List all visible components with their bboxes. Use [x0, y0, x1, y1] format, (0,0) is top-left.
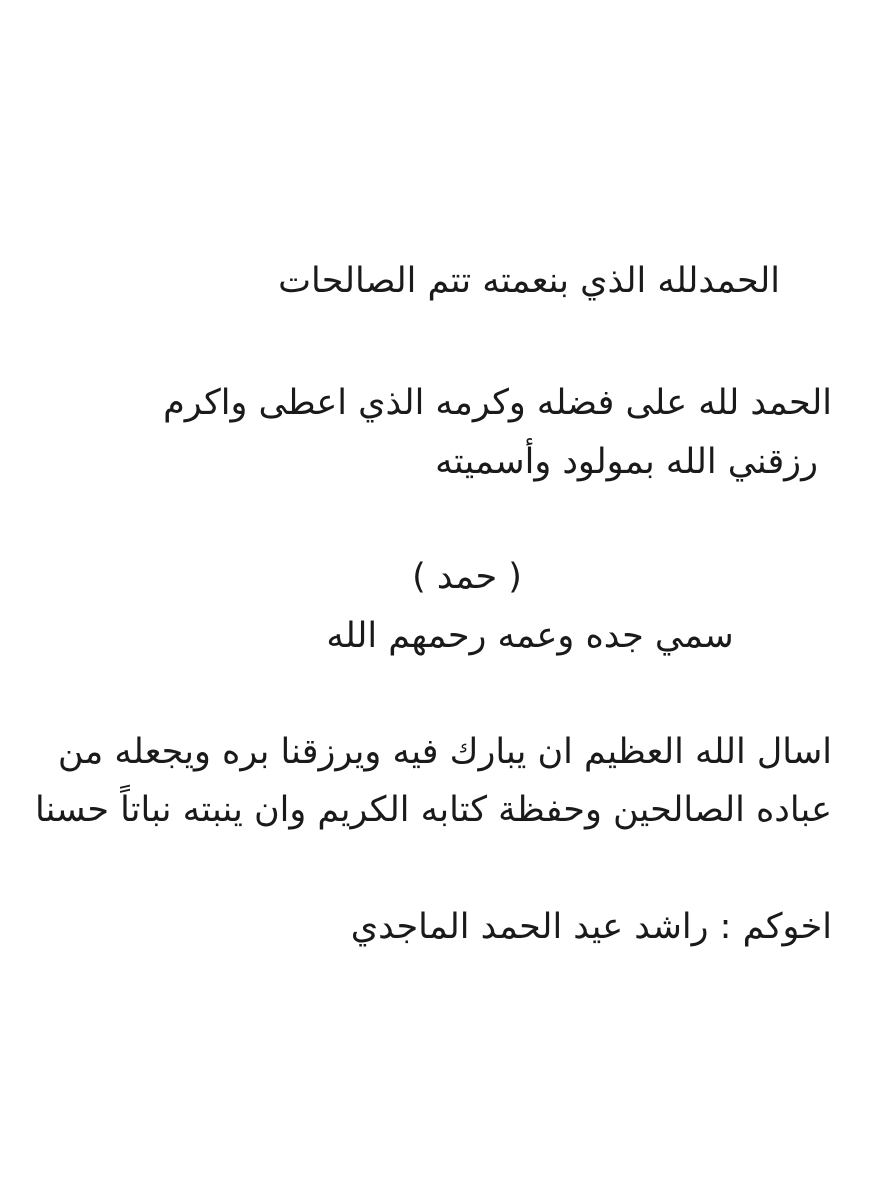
name-line: ( حمد )	[412, 557, 522, 597]
heading-line: الحمدلله الذي بنعمته تتم الصالحات	[278, 261, 780, 301]
paragraph2-line2: عباده الصالحين وحفظة كتابه الكريم وان ينبته نباتاً حسنا	[34, 790, 832, 830]
paragraph1-line2: رزقني الله بمولود وأسميته	[435, 442, 818, 482]
name-note-line: سمي جده وعمه رحمهم الله	[326, 616, 734, 656]
paragraph2-line1: اسال الله العظيم ان يبارك فيه ويرزقنا بره ويجعله من	[57, 732, 832, 772]
paragraph1-line1: الحمد لله على فضله وكرمه الذي اعطى واكرم	[163, 383, 832, 423]
signature-line: اخوكم : راشد عيد الحمد الماجدي	[350, 907, 832, 947]
